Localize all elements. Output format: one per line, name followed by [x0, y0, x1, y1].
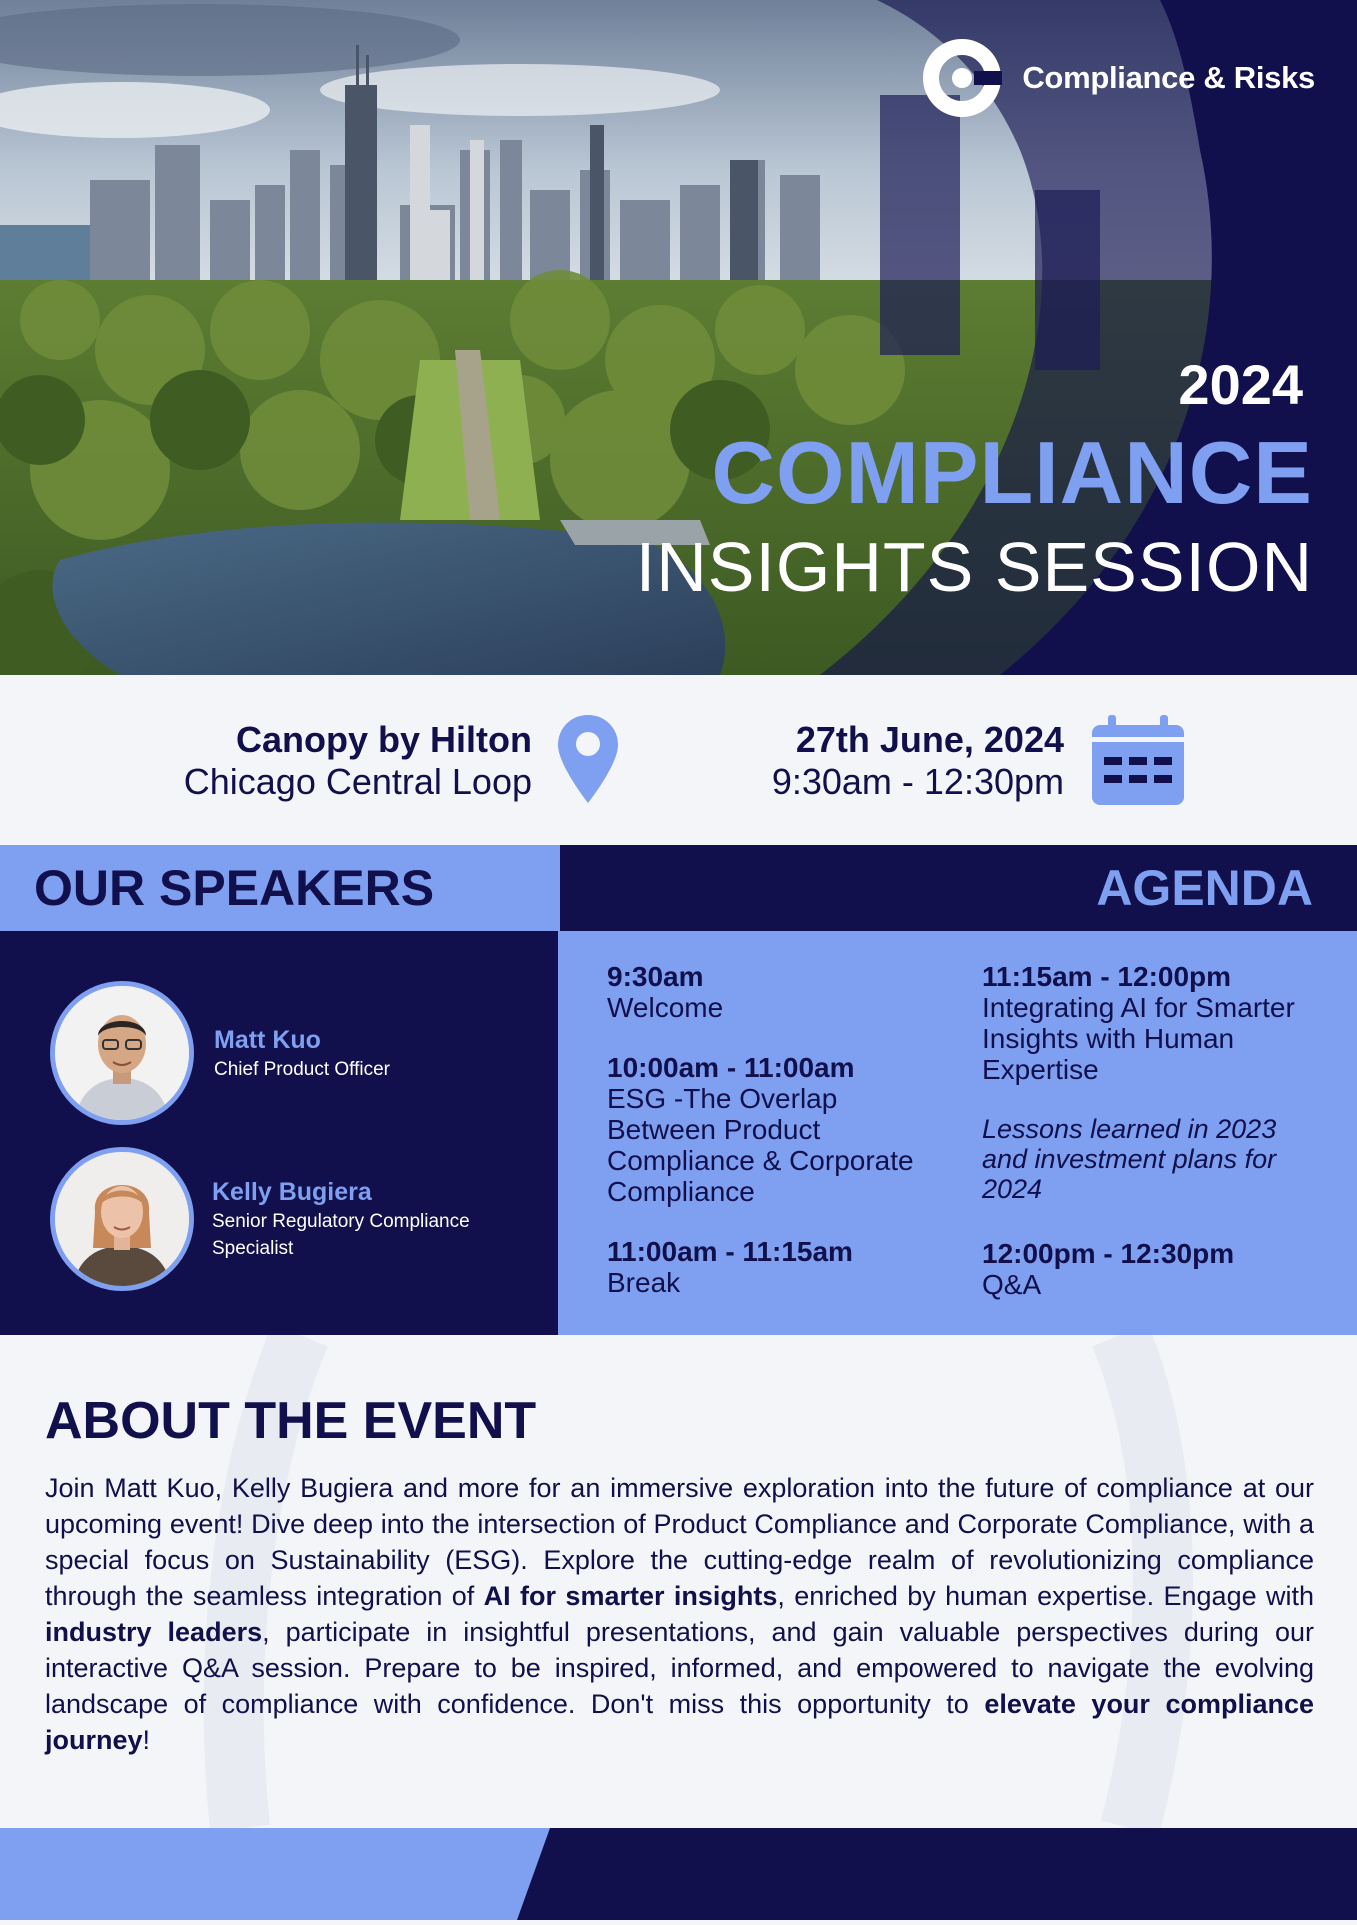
venue-name: Canopy by Hilton: [236, 719, 532, 760]
footer-stripes: [0, 1828, 1357, 1920]
map-pin-icon: [556, 713, 620, 805]
event-time: 9:30am - 12:30pm: [771, 761, 1064, 802]
agenda-time: 11:15am - 12:00pm: [982, 961, 1232, 992]
event-date: 27th June, 2024: [795, 719, 1064, 760]
agenda-time: 10:00am - 11:00am: [607, 1052, 855, 1083]
date-info: [772, 719, 1064, 803]
agenda-title: Q&A: [982, 1269, 1042, 1300]
agenda-heading: AGENDA: [1096, 860, 1313, 916]
event-info-bar: [0, 675, 1357, 845]
speakers-heading: OUR SPEAKERS: [34, 860, 435, 916]
agenda-item: [982, 1238, 1322, 1300]
agenda-time: 9:30am: [607, 961, 704, 992]
speakers-panel: [0, 931, 558, 1335]
venue-location: Chicago Central Loop: [183, 761, 532, 802]
speaker-portrait-icon: [55, 1152, 189, 1286]
agenda-item: [607, 961, 947, 1023]
speaker-name: Matt Kuo: [214, 1025, 321, 1054]
agenda-title: ESG -The Overlap Between Product Compliance & Corporate Compliance: [607, 1083, 914, 1207]
speaker-role: Chief Product Officer: [214, 1058, 391, 1080]
speaker-photo: [50, 981, 194, 1125]
agenda-item: [607, 1052, 947, 1207]
speaker-role: Senior Regulatory Compliance Specialist: [212, 1211, 470, 1259]
brand: [922, 38, 1315, 118]
speaker-card: [50, 1147, 512, 1291]
event-title-main: COMPLIANCE: [711, 423, 1313, 522]
footer-band: [0, 1828, 1357, 1920]
agenda-item: [982, 961, 1322, 1085]
about-highlight: AI for smarter insights: [483, 1581, 778, 1611]
speaker-portrait-icon: [55, 986, 189, 1120]
about-text: Join Matt Kuo, Kelly Bugiera and more for an immersive exploration into the future of compliance at our upcoming event! Dive deep into the intersection of Product Compliance and Corporate Compliance, with a special focus on Sustainability (ESG). Explore the cutting-edge realm of revolutionizing compliance through the seamless integration of: [45, 1473, 1314, 1611]
speaker-photo: [50, 1147, 194, 1291]
agenda-title: Break: [607, 1267, 681, 1298]
agenda-panel: [558, 931, 1357, 1335]
agenda-title: Integrating AI for Smarter Insights with Human Expertise: [982, 992, 1295, 1085]
agenda-column-right: [982, 961, 1322, 1329]
about-heading: ABOUT THE EVENT: [45, 1392, 537, 1450]
about-section: [0, 1335, 1357, 1828]
event-title-sub: INSIGHTS SESSION: [635, 528, 1313, 606]
agenda-note: Lessons learned in 2023 and investment plans for 2024: [982, 1114, 1277, 1204]
speaker-name: Kelly Bugiera: [212, 1178, 372, 1206]
about-text: , enriched by human expertise. Engage with: [777, 1581, 1314, 1611]
speaker-card: [50, 981, 390, 1125]
about-paragraph: [45, 1470, 1314, 1758]
event-year: 2024: [1178, 353, 1303, 416]
speaker-text: [214, 1024, 390, 1083]
about-highlight: elevate your compliance journey: [45, 1689, 1315, 1755]
about-highlight: industry leaders: [45, 1617, 263, 1647]
speaker-text: [212, 1176, 512, 1262]
hero-banner: [0, 0, 1357, 675]
speakers-header: [0, 845, 560, 931]
agenda-time: 12:00pm - 12:30pm: [982, 1238, 1235, 1269]
agenda-column-left: [607, 961, 947, 1327]
calendar-icon: [1090, 715, 1186, 807]
brand-name: Compliance & Risks: [1022, 60, 1315, 95]
venue-info: [184, 719, 532, 803]
c-ring-logo-icon: [922, 38, 1002, 118]
about-text: !: [142, 1725, 151, 1755]
agenda-item: [607, 1236, 947, 1298]
about-text: , participate in insightful presentations, and gain valuable perspectives during our interactive Q&A session. Prepare to be inspired, informed, and empowered to navigate the evolving landscape of compliance with confidence. Don't miss this opportunity to: [45, 1617, 1314, 1719]
agenda-title: Welcome: [607, 992, 724, 1023]
agenda-header: [560, 845, 1357, 931]
agenda-time: 11:00am - 11:15am: [607, 1236, 853, 1267]
